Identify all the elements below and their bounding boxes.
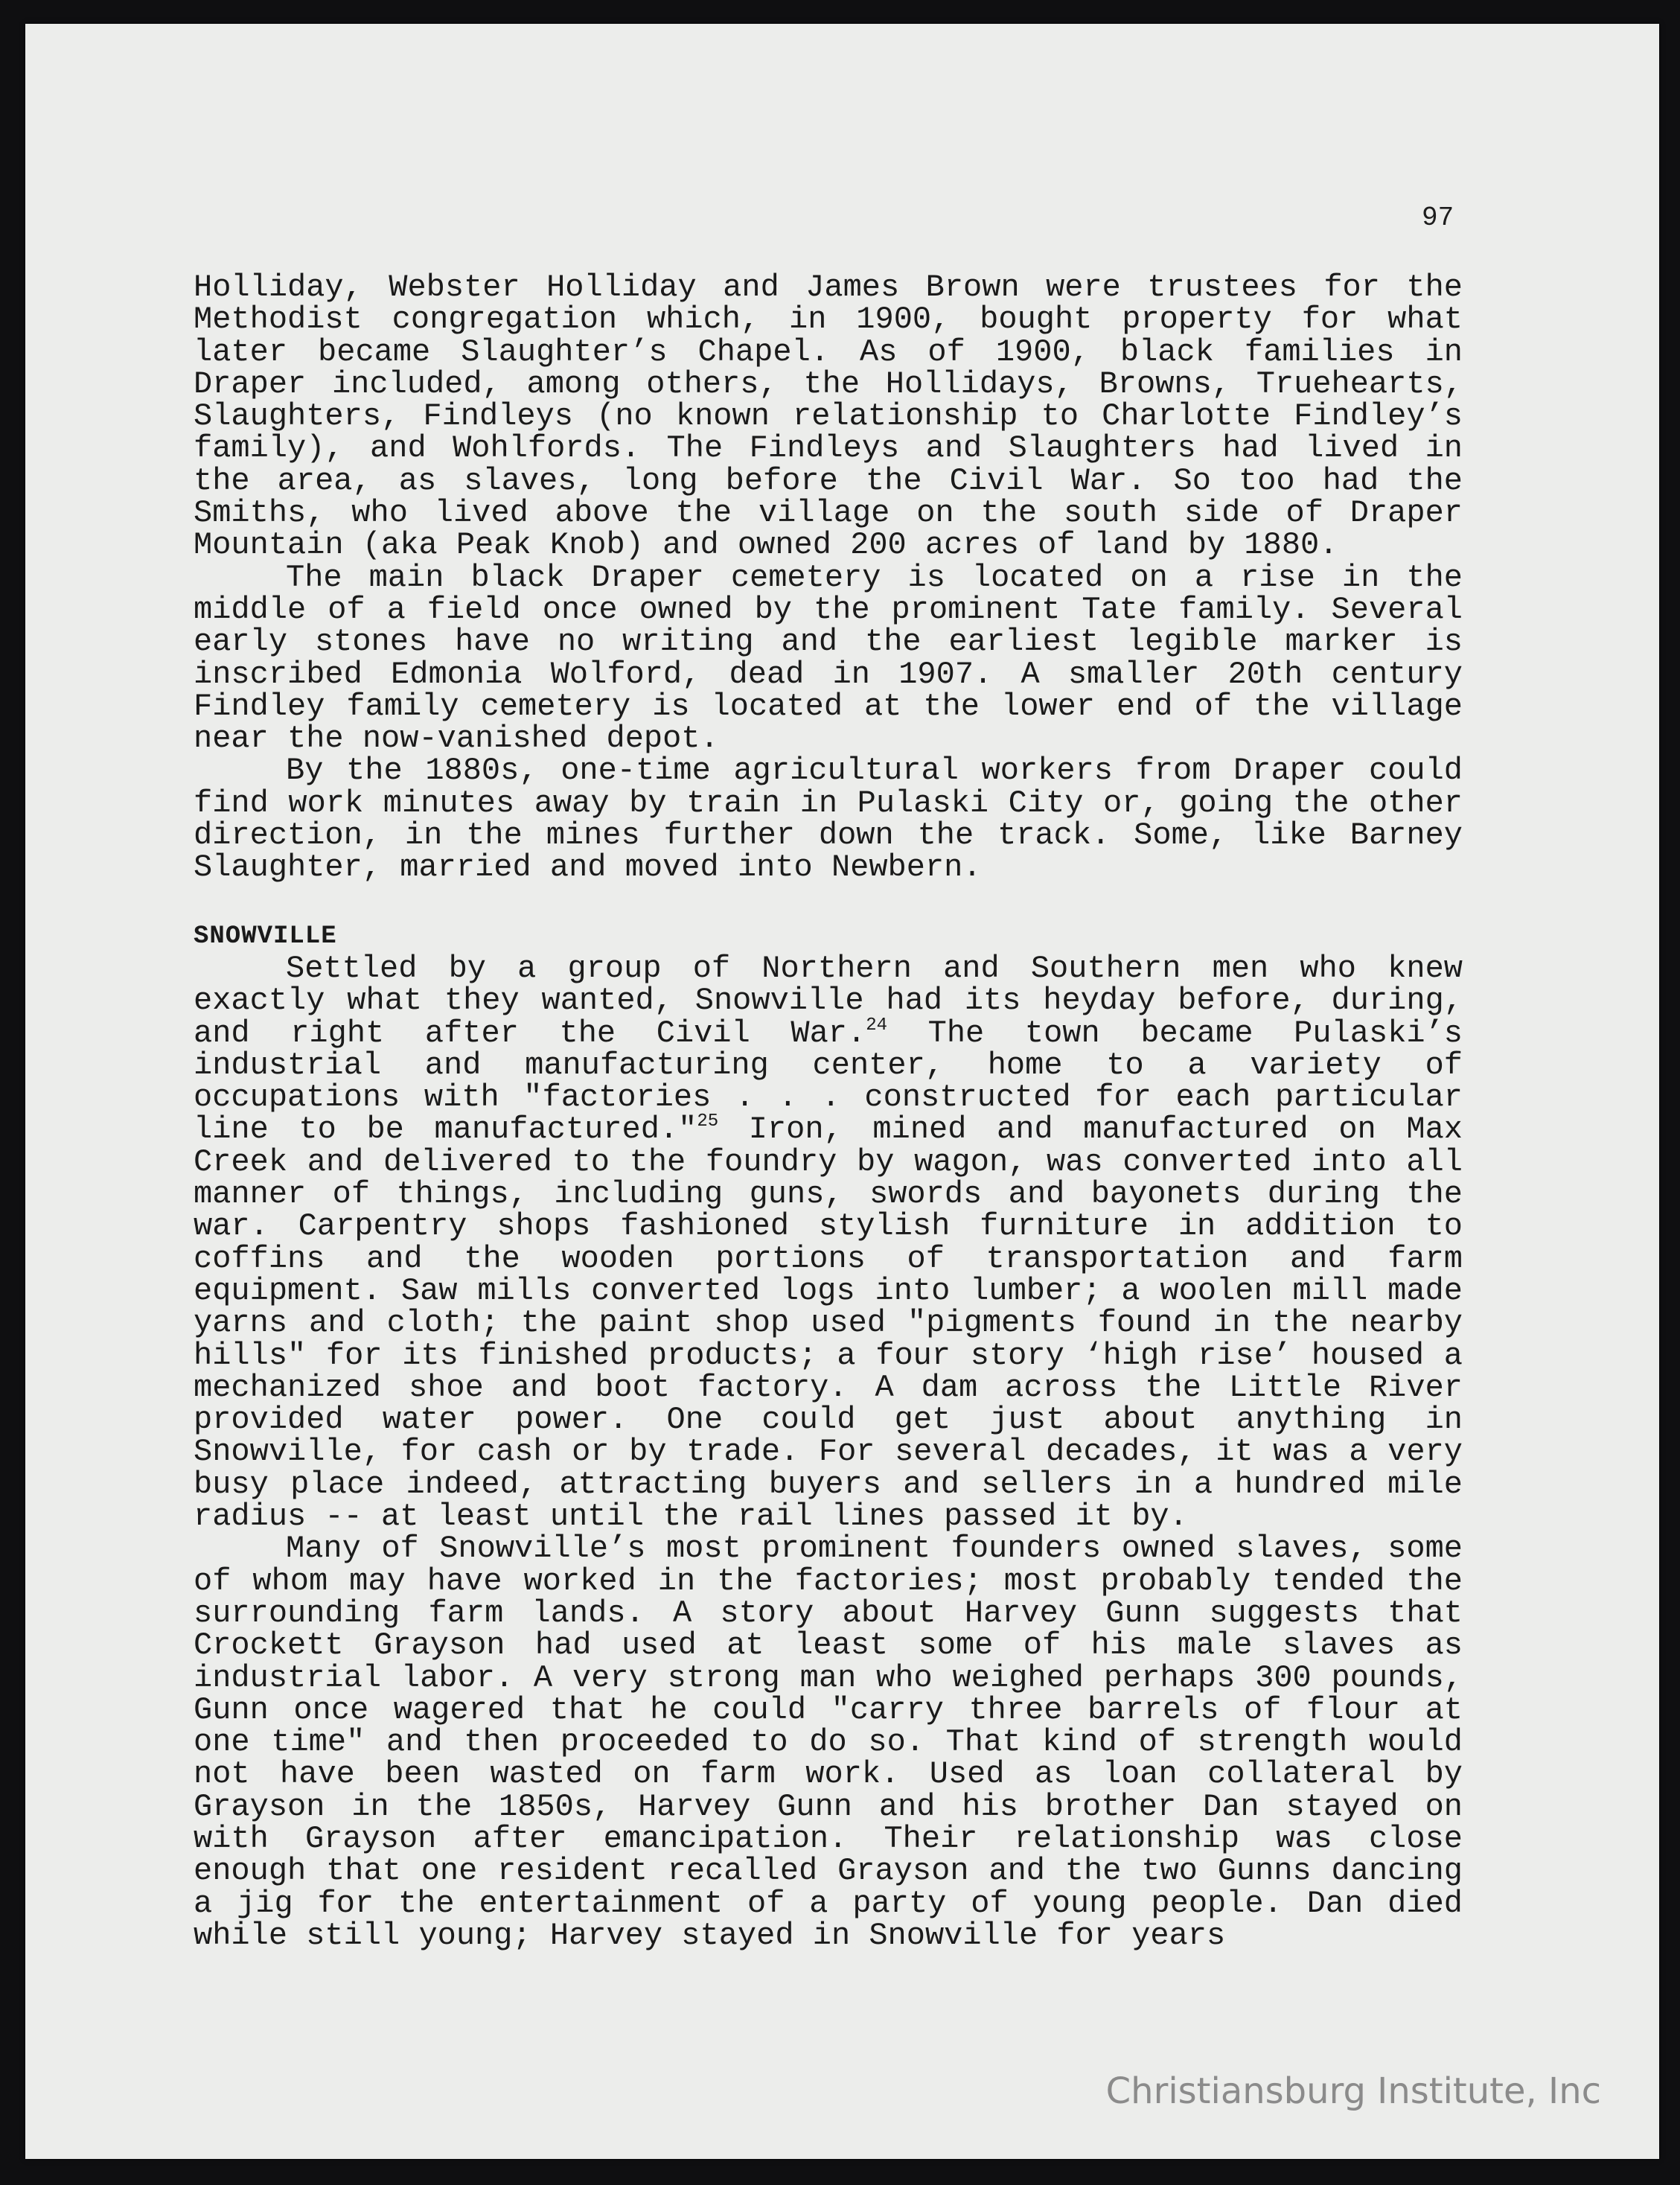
paragraph-draper-cemetery: The main black Draper cemetery is located on a rise in the middle of a field once owned by the prominent Tate family. Several early stones have no writing and the earliest legible marker is inscribed Edmonia Wolford, dead in 1907. A smaller 20th century Findley family cemetery is located at the lower end of the village near the now-vanished depot. — [194, 559, 1463, 757]
paragraph-draper-families: Holliday, Webster Holliday and James Brown were trustees for the Methodist congregation which, in 1900, bought property for what later became Slaughter’s Chapel. As of 1900, black families in Draper included, among others, the Hollidays, Browns, Truehearts, Slaughters, Findleys (no known relationship to Charlotte Findley’s family), and Wohlfords. The Findleys and Slaughters had lived in the area, as slaves, long before the Civil War. So too had the Smiths, who lived above the village on the south side of Draper Mountain (aka Peak Knob) and owned 200 acres of land by 1880. — [194, 269, 1463, 564]
paragraph-text: The town became Pulaski’s industrial and manufacturing center, home to a variety of occupations with "factories . . . constructed for each particular line to be manufactured." — [194, 1015, 1463, 1148]
paragraph-draper-workers: By the 1880s, one-time agricultural workers from Draper could find work minutes away by train in Pulaski City or, going the other direction, in the mines further down the track. Some, like Barney Slaughter, married and moved into Newbern. — [194, 753, 1463, 886]
section-heading-snowville: SNOWVILLE — [194, 922, 337, 951]
paragraph-snowville-history — [194, 953, 1463, 1533]
watermark: Christiansburg Institute, Inc — [1105, 2070, 1601, 2112]
snowville-section — [194, 953, 1463, 1952]
paragraph-text: Iron, mined and manufactured on Max Creek and delivered to the foundry by wagon, was converted into all manner of things, including guns, swords and bayonets during the war. Carpentry shops fashioned stylish furniture in addition to coffins and the wooden portions of transportation and farm equipment. Saw mills converted logs into lumber; a woolen mill made yarns and cloth; the paint shop used "pigments found in the nearby hills" for its finished products; a four story ‘high rise’ housed a mechanized shoe and boot factory. A dam across the Little River provided water power. One could get just about anything in Snowville, for cash or by trade. For several decades, it was a very busy place indeed, attracting buyers and sellers in a hundred mile radius -- at least until the rail lines passed it by. — [194, 1111, 1463, 1535]
draper-section — [194, 269, 1463, 886]
page-number: 97 — [1422, 202, 1454, 233]
footnote-marker: 25 — [697, 1111, 719, 1132]
paragraph-text: Settled by a group of Northern and Southern men who knew exactly what they wanted, Snowville had its heyday before, during, and right after the Civil War. — [194, 951, 1463, 1051]
footnote-marker: 24 — [866, 1015, 888, 1036]
paragraph-snowville-slaves: Many of Snowville’s most prominent founders owned slaves, some of whom may have worked in the factories; most probably tended the surrounding farm lands. A story about Harvey Gunn suggests that Crockett Grayson had used at least some of his male slaves as industrial labor. A very strong man who weighed perhaps 300 pounds, Gunn once wagered that he could "carry three barrels of flour at one time" and then proceeded to do so. That kind of strength would not have been wasted on farm work. Used as loan collateral by Grayson in the 1850s, Harvey Gunn and his brother Dan stayed on with Grayson after emancipation. Their relationship was close enough that one resident recalled Grayson and the two Gunns dancing a jig for the entertainment of a party of young people. Dan died while still young; Harvey stayed in Snowville for years — [194, 1531, 1463, 1953]
